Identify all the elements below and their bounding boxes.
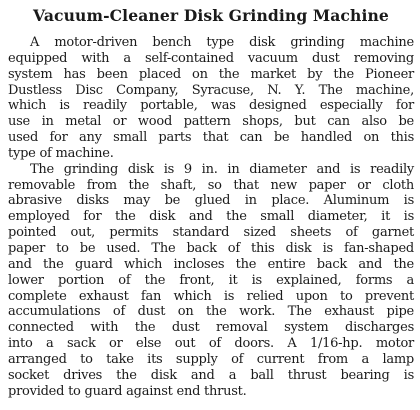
paragraph-line: Dustless Disc Company, Syracuse, N. Y. The machine, <box>8 82 414 98</box>
paragraph-line: used for any small parts that can be handled on this <box>8 130 414 146</box>
paragraph-line: system has been placed on the market by the Pioneer <box>8 66 414 82</box>
paragraph-line: accumulations of dust on the work. The exhaust pipe <box>8 304 414 320</box>
paragraph-line: connected with the dust removal system discharges <box>8 320 414 336</box>
paragraph-line: into a sack or else out of doors. A 1/16-hp. motor <box>8 336 414 352</box>
paragraph-line: removable from the shaft, so that new paper or cloth <box>8 177 414 193</box>
paragraph <box>8 35 414 162</box>
paragraph-line: provided to guard against end thrust. <box>8 383 247 399</box>
paragraph-line: pointed out, permits standard sized sheets of garnet <box>8 225 414 241</box>
paragraph-line: abrasive disks may be glued in place. Aluminum is <box>8 193 414 209</box>
paragraph-container <box>8 35 414 399</box>
paragraph-line: arranged to take its supply of current from a lamp <box>8 351 414 367</box>
paragraph-line: type of machine. <box>8 145 114 161</box>
paragraph-line: employed for the disk and the small diameter, it is <box>8 209 414 225</box>
paragraph-line: and the guard which incloses the entire back and the <box>8 256 414 272</box>
paragraph-line: which is readily portable, was designed especially for <box>8 98 414 114</box>
paragraph <box>8 162 414 400</box>
paragraph-line: socket drives the disk and a ball thrust bearing is <box>8 367 414 383</box>
article-body <box>8 35 414 399</box>
paragraph-line: The grinding disk is 9 in. in diameter and is readily <box>30 161 414 177</box>
paragraph-line: equipped with a self-contained vacuum dust removing <box>8 50 414 66</box>
paragraph-line: complete exhaust fan which is relied upon to prevent <box>8 288 414 304</box>
article-title: Vacuum-Cleaner Disk Grinding Machine <box>33 6 389 25</box>
paragraph-line: lower portion of the front, it is explained, forms a <box>8 272 414 288</box>
paragraph-line: use in metal or wood pattern shops, but can also be <box>8 114 414 130</box>
paragraph-line: A motor-driven bench type disk grinding machine <box>30 35 414 50</box>
paragraph-line: paper to be used. The back of this disk is fan-shaped <box>8 240 414 256</box>
